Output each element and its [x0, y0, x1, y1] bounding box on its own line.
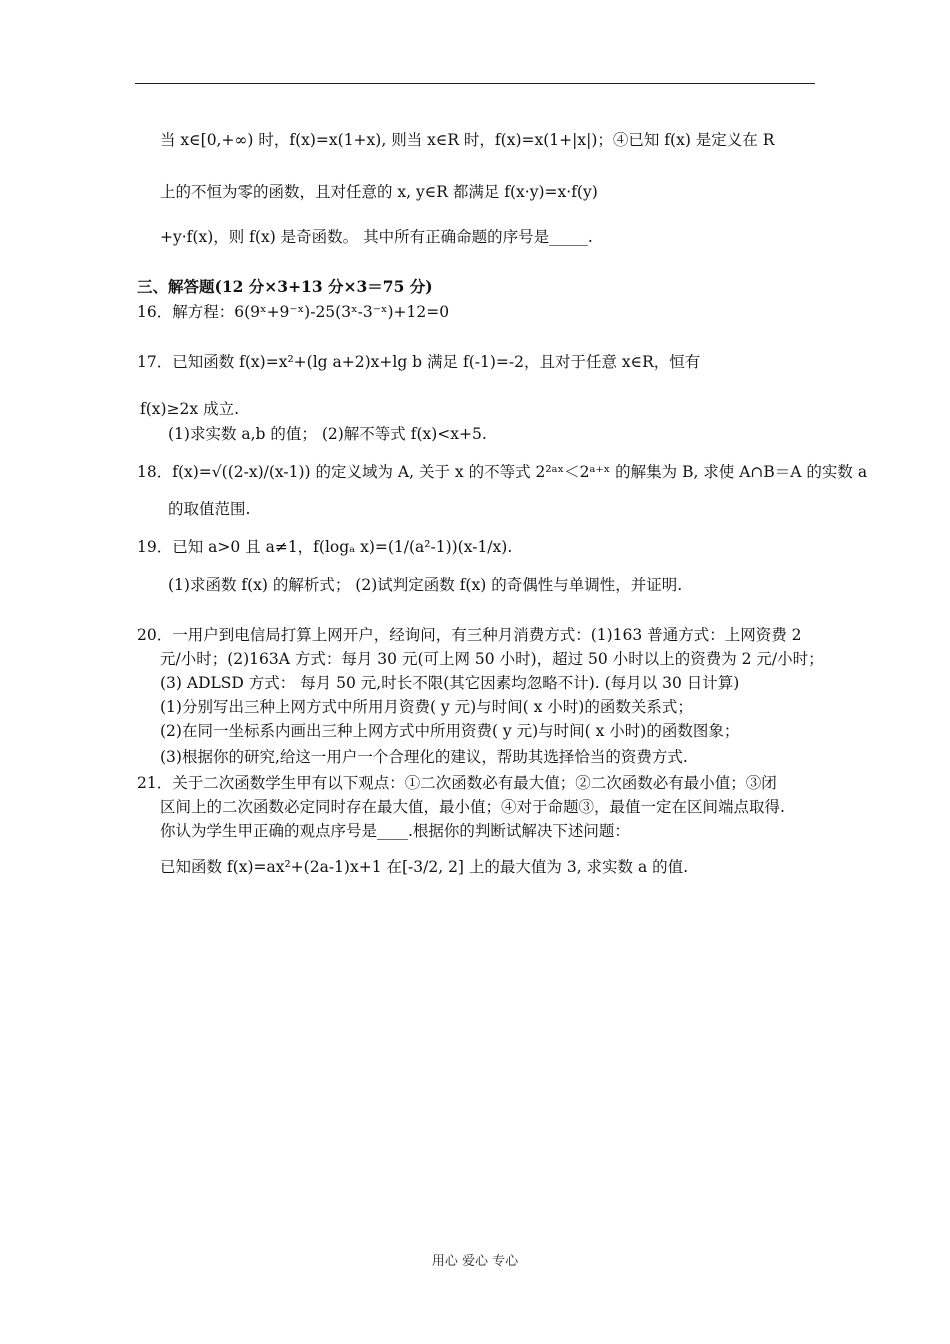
text-line: (1)求实数 a,b 的值； (2)解不等式 f(x)<x+5.	[168, 425, 487, 443]
text-line: (2)在同一坐标系内画出三种上网方式中所用资费( y 元)与时间( x 小时)的函数图象；	[160, 722, 740, 740]
text-line: 你认为学生甲正确的观点序号是____.根据你的判断试解决下述问题：	[160, 822, 630, 840]
text-line: 20．一用户到电信局打算上网开户，经询问，有三种月消费方式：(1)163 普通方式：上网资费 2	[137, 626, 802, 644]
text-line: (1)分别写出三种上网方式中所用月资费( y 元)与时间( x 小时)的函数关系式；	[160, 698, 693, 716]
text-line: 21．关于二次函数学生甲有以下观点：①二次函数必有最大值；②二次函数必有最小值；③闭	[137, 774, 777, 792]
text-line: (3)根据你的研究,给这一用户一个合理化的建议，帮助其选择恰当的资费方式.	[160, 748, 688, 766]
text-line: 19．已知 a>0 且 a≠1，f(logₐ x)=(1/(a²-1))(x-1/x).	[137, 538, 513, 556]
text-line: 当 x∈[0,+∞) 时，f(x)=x(1+x), 则当 x∈R 时，f(x)=x(1+|x|)；④已知 f(x) 是定义在 R	[160, 131, 775, 149]
text-line: 已知函数 f(x)=ax²+(2a-1)x+1 在[-3/2, 2] 上的最大值为 3, 求实数 a 的值.	[160, 858, 689, 876]
text-line: 三、解答题(12 分×3+13 分×3＝75 分)	[137, 277, 433, 296]
page-footer: 用心 爱心 专心	[431, 1254, 519, 1269]
text-line: f(x)≥2x 成立.	[140, 400, 240, 418]
text-line: 上的不恒为零的函数，且对任意的 x, y∈R 都满足 f(x·y)=x·f(y)	[160, 183, 598, 201]
text-line: (3) ADLSD 方式： 每月 50 元,时长不限(其它因素均忽略不计). (每月以 30 日计算)	[160, 674, 740, 692]
text-line: 16．解方程：6(9ˣ+9⁻ˣ)-25(3ˣ-3⁻ˣ)+12=0	[137, 303, 450, 321]
text-line: 的取值范围.	[168, 500, 251, 518]
text-line: +y·f(x)，则 f(x) 是奇函数。 其中所有正确命题的序号是_____.	[160, 228, 593, 246]
text-line: (1)求函数 f(x) 的解析式； (2)试判定函数 f(x) 的奇偶性与单调性，并证明.	[168, 576, 683, 594]
text-line: 元/小时；(2)163A 方式：每月 30 元(可上网 50 小时)，超过 50 小时以上的资费为 2 元/小时；	[160, 650, 824, 668]
text-line: 17．已知函数 f(x)=x²+(lg a+2)x+lg b 满足 f(-1)=-2，且对于任意 x∈R，恒有	[137, 353, 701, 371]
text-line: 18．f(x)=√((2-x)/(x-1)) 的定义域为 A, 关于 x 的不等式 2²ᵃˣ＜2ᵃ⁺ˣ 的解集为 B, 求使 A∩B＝A 的实数 a	[137, 463, 868, 481]
text-line: 区间上的二次函数必定同时存在最大值，最小值；④对于命题③，最值一定在区间端点取得.	[160, 798, 785, 816]
header-rule	[135, 83, 815, 84]
